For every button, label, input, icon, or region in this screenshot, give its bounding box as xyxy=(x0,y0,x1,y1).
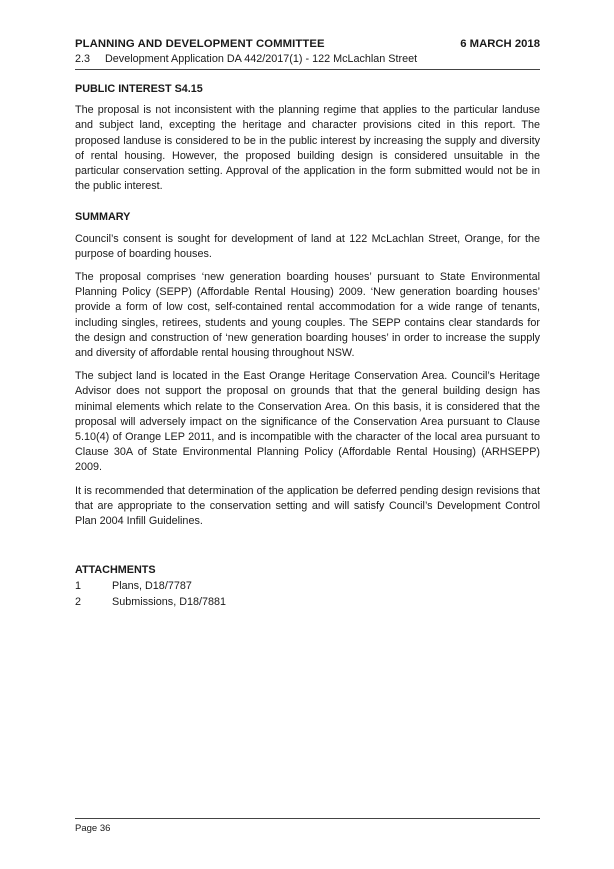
public-interest-heading: PUBLIC INTEREST S4.15 xyxy=(75,83,203,95)
attachment-item xyxy=(75,578,226,594)
page-number: Page 36 xyxy=(75,823,111,834)
footer-divider xyxy=(75,818,540,819)
attachments-section xyxy=(75,562,226,610)
item-subtitle xyxy=(75,53,417,65)
header-divider xyxy=(75,69,540,70)
summary-paragraph-3: The subject land is located in the East Orange Heritage Conservation Area. Council’s Heritage Advisor does not support the proposal on grounds that that the general building design has minimal elements which relate to the Conservation Area. On this basis, it is considered that the proposal will adversely impact on the significance of the Conservation Area pursuant to Clause 5.10(4) of Orange LEP 2011, and is incompatible with the character of the local area pursuant to Clause 30A of State Environmental Planning Policy (Affordable Rental Housing) (ARHSEPP) 2009. xyxy=(75,370,540,474)
attachment-label: Plans, D18/7787 xyxy=(112,580,192,592)
attachment-number: 2 xyxy=(75,596,82,608)
attachments-heading: ATTACHMENTS xyxy=(75,564,156,576)
meeting-date: 6 MARCH 2018 xyxy=(460,38,540,50)
attachment-item xyxy=(75,594,226,610)
report-body xyxy=(75,82,540,537)
summary-paragraph-1: Council’s consent is sought for development of land at 122 McLachlan Street, Orange, for the purpose of boarding houses. xyxy=(75,232,540,260)
committee-title: PLANNING AND DEVELOPMENT COMMITTEE xyxy=(75,38,325,50)
public-interest-paragraph: The proposal is not inconsistent with the planning regime that applies to the particular landuse and subject land, excepting the heritage and character provisions cited in this report. The proposed landuse is considered to be in the public interest by increasing the supply and diversity of rental housing. However, the proposed building design is considered unsuitable in the particular conservation setting. Approval of the application in the form submitted would not be in the public interest. xyxy=(75,104,540,193)
summary-paragraph-4: It is recommended that determination of the application be deferred pending design revisions that that are appropriate to the conservation setting and will satisfy Council’s Development Control Plan 2004 Infill Guidelines. xyxy=(75,484,540,528)
summary-paragraph-2: The proposal comprises ‘new generation boarding houses’ pursuant to State Environmental Planning Policy (SEPP) (Affordable Rental Housing) 2009. ‘New generation boarding houses’ provide a form of low cost, self-contained rental accommodation for a wide range of tenants, including singles, retirees, students and young couples. The SEPP contains clear standards for the design and construction of ‘new generation boarding houses’ in order to increase the supply and diversity of affordable rental housing throughout NSW. xyxy=(75,271,540,360)
summary-heading: SUMMARY xyxy=(75,211,131,224)
attachment-label: Submissions, D18/7881 xyxy=(112,596,227,608)
attachment-number: 1 xyxy=(75,580,82,592)
item-title: Development Application DA 442/2017(1) - 122 McLachlan Street xyxy=(105,53,418,65)
item-number: 2.3 xyxy=(75,53,91,65)
